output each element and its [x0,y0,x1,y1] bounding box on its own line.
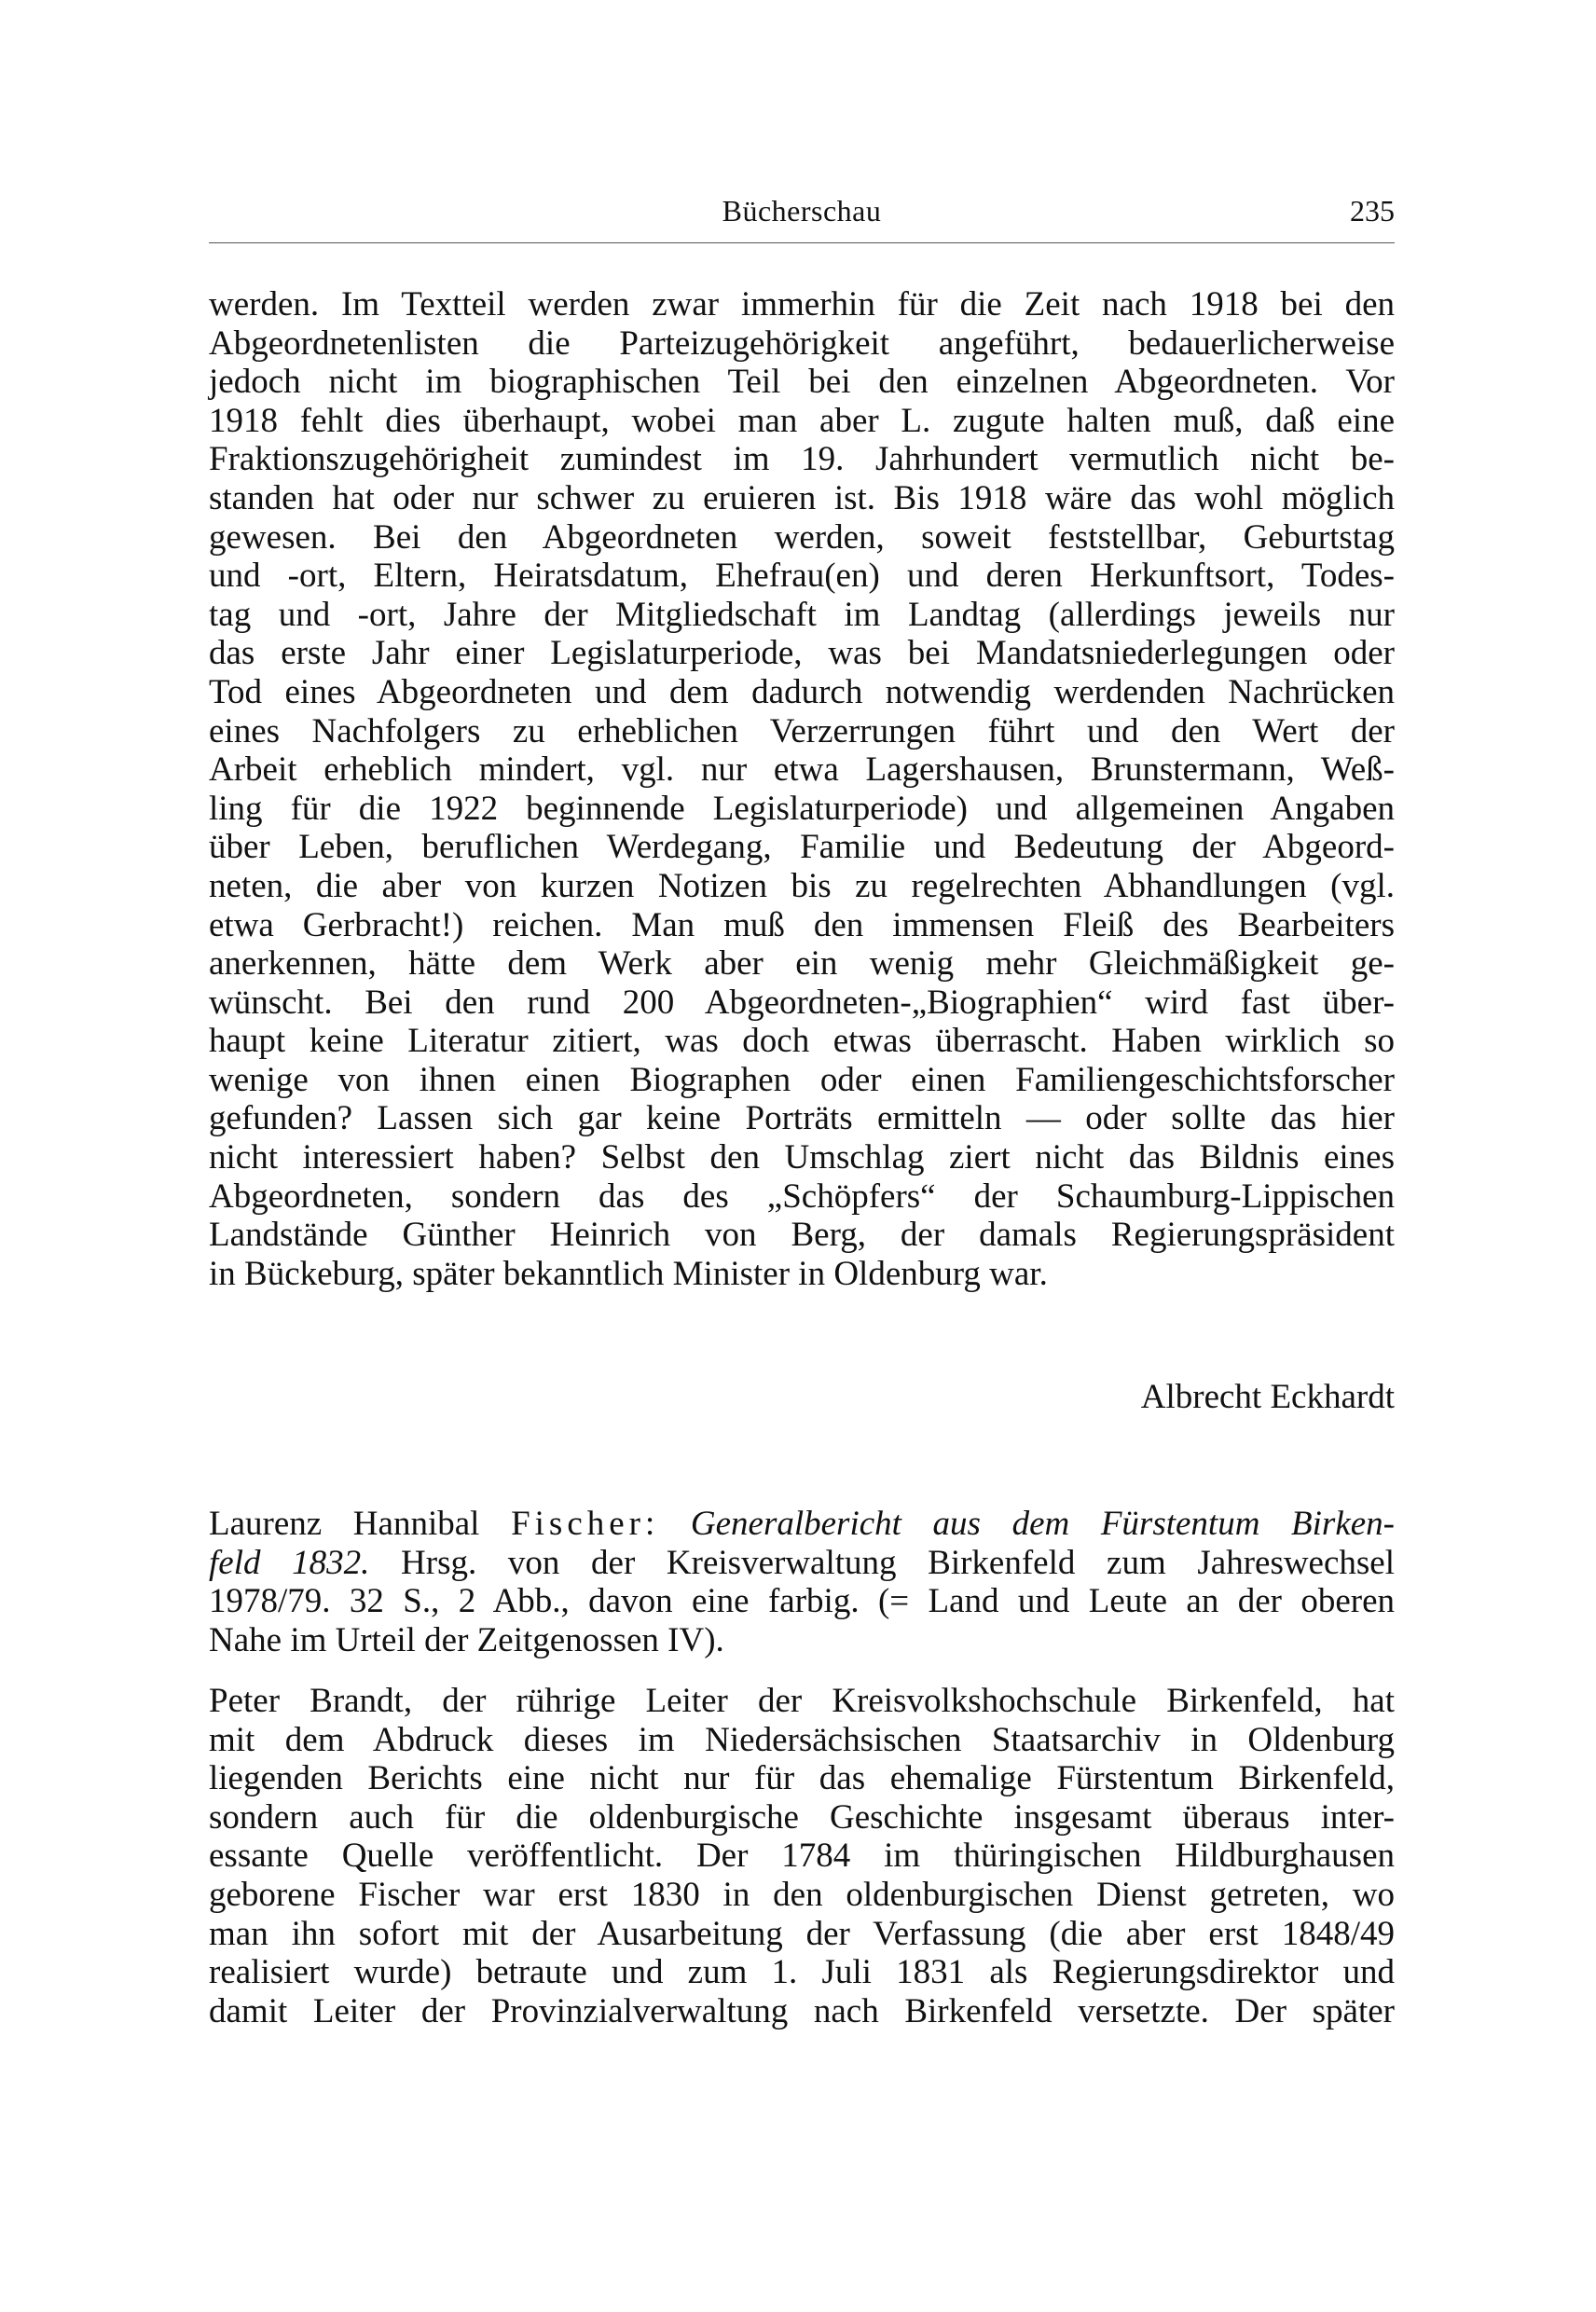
citation-line [209,1544,1395,1583]
text-line: eines Nachfolgers zu erheblichen Verzerrungen führt und den Wert der [209,711,1395,750]
text-line: Fraktionszugehörigheit zumindest im 19. Jahrhundert vermutlich nicht be- [209,440,1395,479]
citation-line: Nahe im Urteil der Zeitgenossen IV). [209,1620,724,1659]
book-title-continued: feld 1832. [209,1543,370,1582]
author-surname: Fischer: [511,1505,660,1543]
header-rule [209,242,1395,243]
text-line: werden. Im Textteil werden zwar immerhin für die Zeit nach 1918 bei den [209,285,1395,323]
running-title: Bücherschau [722,194,882,227]
text-line: liegenden Berichts eine nicht nur für das ehemalige Fürstentum Birkenfeld, [209,1759,1395,1798]
text-line: jedoch nicht im biographischen Teil bei den einzelnen Abgeordneten. Vor [209,363,1395,402]
text-line: tag und -ort, Jahre der Mitgliedschaft im Landtag (allerdings jeweils nur [209,595,1395,634]
author-first-names: Laurenz Hannibal [209,1505,480,1543]
text-line: wünscht. Bei den rund 200 Abgeordneten-„Biographien“ wird fast über- [209,983,1395,1022]
reviewer-signature: Albrecht Eckhardt [1140,1378,1395,1416]
running-header [209,186,1395,239]
text-line: ling für die 1922 beginnende Legislaturperiode) und allgemeinen Angaben [209,789,1395,828]
text-line: Abgeordnetenlisten die Parteizugehörigkeit angeführt, bedauerlicherweise [209,323,1395,363]
text-line: Tod eines Abgeordneten und dem dadurch notwendig werdenden Nachrücken [209,672,1395,711]
text-line: 1918 fehlt dies überhaupt, wobei man aber L. zugute halten muß, daß eine [209,401,1395,440]
book-title: Generalbericht aus dem Fürstentum Birken- [690,1505,1395,1543]
text-line: realisiert wurde) betraute und zum 1. Juli 1831 als Regierungsdirektor und [209,1953,1395,1992]
publication-info: Hrsg. von der Kreisverwaltung Birkenfeld zum Jahreswechsel [401,1543,1396,1582]
text-line: essante Quelle veröffentlicht. Der 1784 im thüringischen Hildburghausen [209,1837,1395,1876]
citation-line [209,1505,1395,1544]
text-line: neten, die aber von kurzen Notizen bis zu regelrechten Abhandlungen (vgl. [209,866,1395,905]
text-line: etwa Gerbracht!) reichen. Man muß den immensen Fleiß des Bearbeiters [209,905,1395,944]
text-line: über Leben, beruflichen Werdegang, Familie und Bedeutung der Abgeord- [209,828,1395,867]
text-line: anerkennen, hätte dem Werk aber ein wenig mehr Gleichmäßigkeit ge- [209,944,1395,984]
text-line: in Bückeburg, später bekanntlich Minister in Oldenburg war. [209,1254,1048,1293]
text-line: das erste Jahr einer Legislaturperiode, was bei Mandatsniederlegungen oder [209,634,1395,673]
text-line: haupt keine Literatur zitiert, was doch etwas überrascht. Haben wirklich so [209,1022,1395,1061]
text-line: sondern auch für die oldenburgische Geschichte insgesamt überaus inter- [209,1797,1395,1837]
text-line: gefunden? Lassen sich gar keine Porträts ermitteln — oder sollte das hier [209,1099,1395,1138]
text-line: man ihn sofort mit der Ausarbeitung der Verfassung (die aber erst 1848/49 [209,1914,1395,1953]
text-line: Peter Brandt, der rührige Leiter der Kreisvolkshochschule Birkenfeld, hat [209,1682,1395,1720]
text-line: und -ort, Eltern, Heiratsdatum, Ehefrau(en) und deren Herkunftsort, Todes- [209,557,1395,596]
text-line: Landstände Günther Heinrich von Berg, der damals Regierungspräsident [209,1216,1395,1255]
review-body [209,1682,1395,2030]
citation-line: 1978/79. 32 S., 2 Abb., davon eine farbig. (= Land und Leute an der oberen [209,1582,1395,1621]
bibliographic-citation [209,1505,1395,1659]
text-line: nicht interessiert haben? Selbst den Umschlag ziert nicht das Bildnis eines [209,1138,1395,1177]
text-line: Arbeit erheblich mindert, vgl. nur etwa Lagershausen, Brunstermann, Weß- [209,750,1395,790]
review-continuation [209,285,1395,1293]
book-page [209,186,1396,2030]
text-line: damit Leiter der Provinzialverwaltung nach Birkenfeld versetzte. Der später [209,1991,1395,2030]
text-line: mit dem Abdruck dieses im Niedersächsischen Staatsarchiv in Oldenburg [209,1720,1395,1759]
text-line: geborene Fischer war erst 1830 in den oldenburgischen Dienst getreten, wo [209,1875,1395,1914]
text-line: gewesen. Bei den Abgeordneten werden, soweit feststellbar, Geburtstag [209,517,1395,557]
page-number: 235 [1350,194,1395,227]
text-line: Abgeordneten, sondern das des „Schöpfers“ der Schaumburg-Lippischen [209,1177,1395,1216]
text-line: wenige von ihnen einen Biographen oder einen Familiengeschichtsforscher [209,1060,1395,1099]
text-line: standen hat oder nur schwer zu eruieren ist. Bis 1918 wäre das wohl möglich [209,478,1395,517]
